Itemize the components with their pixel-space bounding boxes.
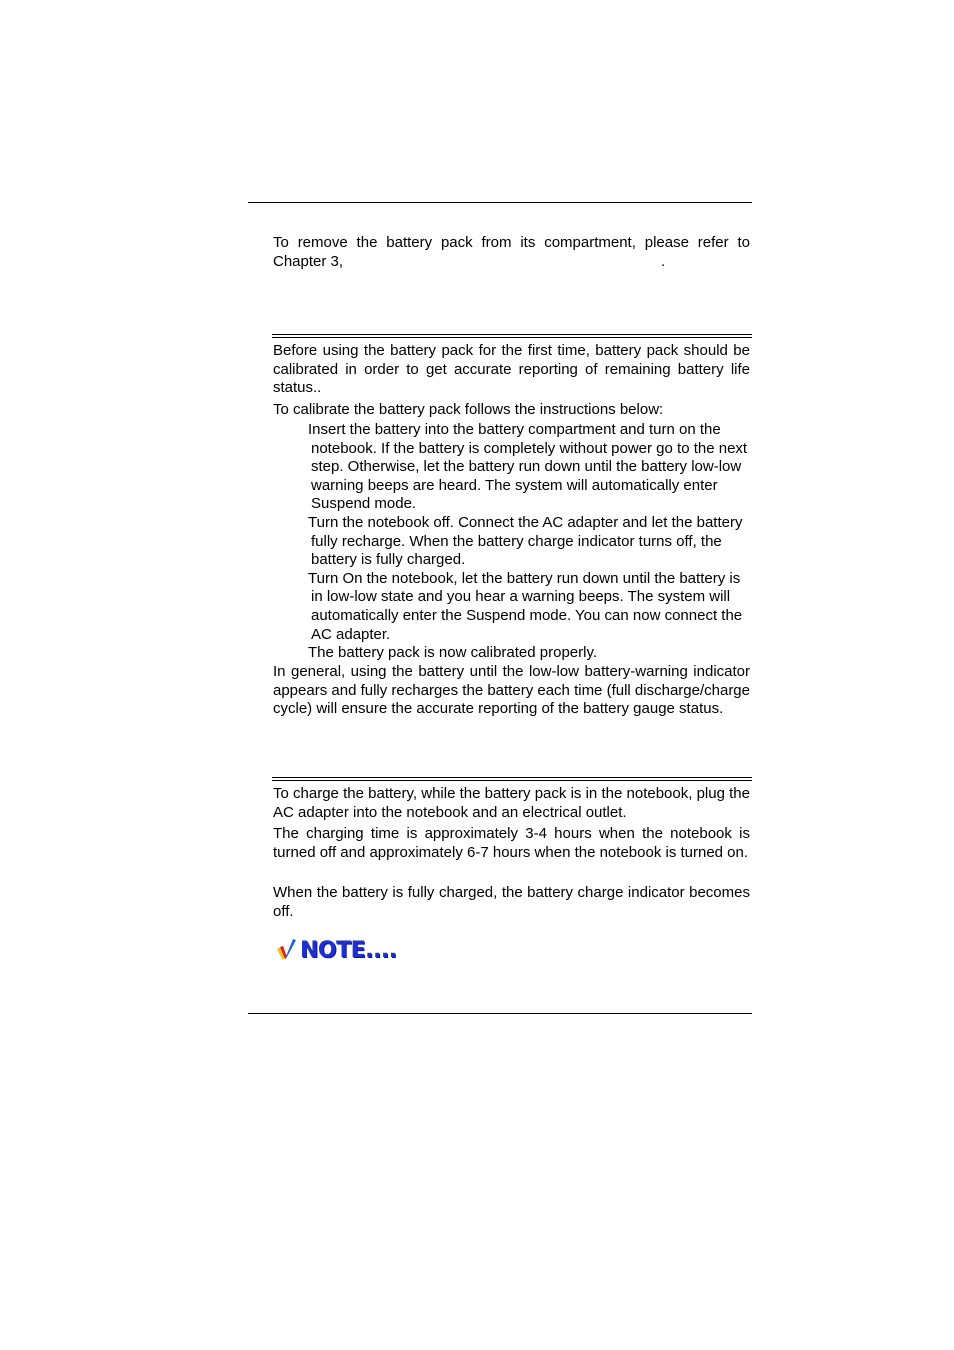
remove-battery-trail: . <box>661 252 666 270</box>
calibration-step: Turn On the notebook, let the battery run down until the battery is in low-low state and you hear a warning beeps. The system will automatically enter the Suspend mode. You can now connect the AC adapter. <box>308 569 743 643</box>
calibration-step: The battery pack is now calibrated properly. <box>308 644 598 662</box>
calibrate-intro: Before using the battery pack for the first time, battery pack should be calibrated in order to get accurate reporting of remaining battery life status.. <box>273 342 750 397</box>
note-label: NOTE.... <box>300 937 397 963</box>
remove-battery-paragraph <box>273 234 750 271</box>
charge-paragraph-2: The charging time is approximately 3-4 hours when the notebook is turned off and approximately 6-7 hours when the notebook is turned on. <box>273 825 750 861</box>
charge-paragraph-3: When the battery is fully charged, the battery charge indicator becomes off. <box>273 884 750 920</box>
calibration-steps <box>308 421 753 663</box>
calibrate-section-rule <box>272 334 752 338</box>
charge-section-rule <box>272 777 752 781</box>
remove-battery-text: To remove the battery pack from its compartment, please refer to Chapter 3, <box>273 234 750 270</box>
calibration-step: Insert the battery into the battery compartment and turn on the notebook. If the battery is completely without power go to the next step. Otherwise, let the battery run down until the battery low-low warning beeps are heard. The system will automatically enter Suspend mode. <box>308 421 748 513</box>
calibrate-lead: To calibrate the battery pack follows the instructions below: <box>273 401 664 418</box>
calibrate-conclusion: In general, using the battery until the low-low battery-warning indicator appears and fully recharges the battery each time (full discharge/charge cycle) will ensure the accurate reporting of the battery gauge status. <box>273 663 750 718</box>
note-check-icon <box>274 937 300 963</box>
charge-paragraph-1: To charge the battery, while the battery pack is in the notebook, plug the AC adapter into the notebook and an electrical outlet. <box>273 785 750 821</box>
note-heading <box>274 936 397 964</box>
footer-rule <box>248 1013 752 1014</box>
header-rule <box>248 202 752 203</box>
calibration-step: Turn the notebook off. Connect the AC adapter and let the battery fully recharge. When the battery charge indicator turns off, the battery is fully charged. <box>308 513 743 569</box>
